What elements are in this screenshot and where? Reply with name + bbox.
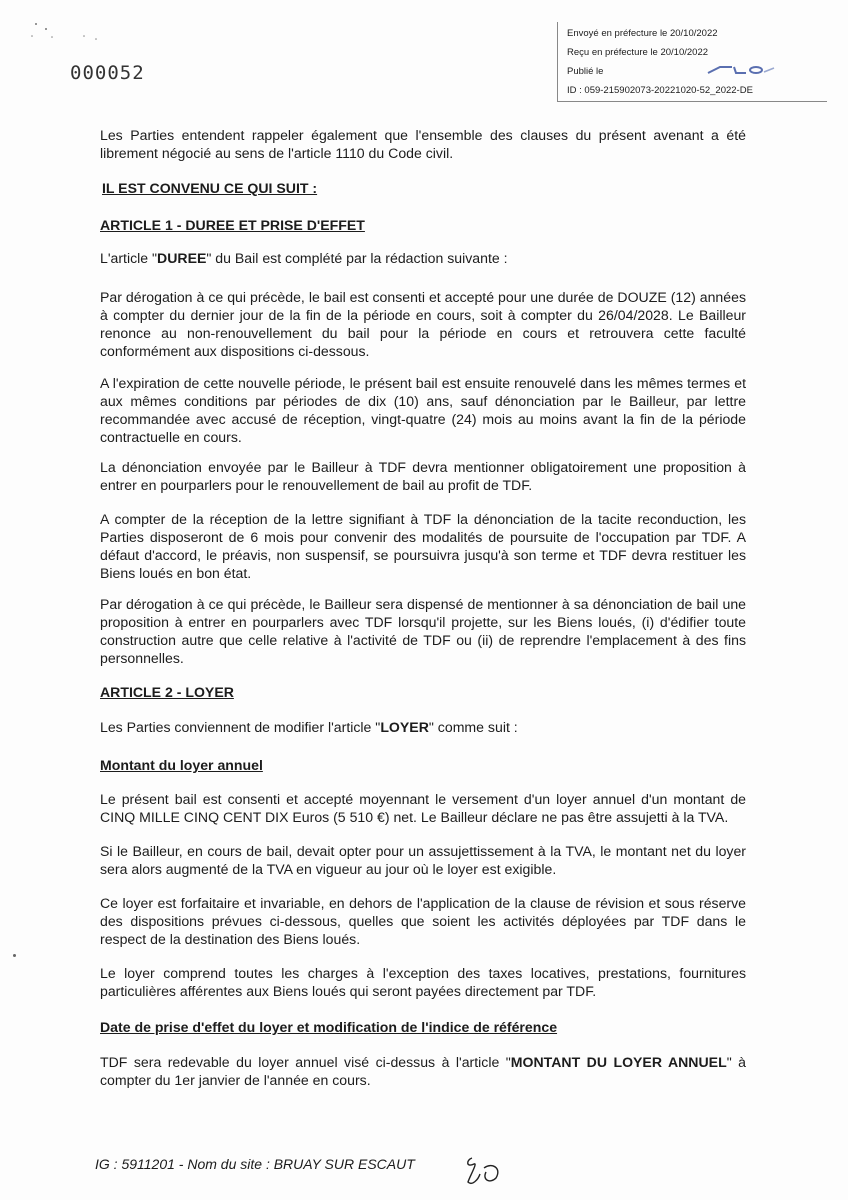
text-segment: Les Parties conviennent de modifier l'article " xyxy=(100,719,381,735)
date-effet-paragraph xyxy=(100,1053,746,1089)
article-1-intro xyxy=(100,249,746,267)
article-1-paragraph-2: Par dérogation à ce qui précède, le bail est consenti et accepté pour une durée de DOUZE (12) années à compter du dernier jour de la fin de la période en cours, soit à compter du 26/04/2028. Le Bailleur renonce au non-renouvellement du bail pour la période en cours et retrouvera cette faculté conformément aux dispositions ci-dessous. xyxy=(100,289,746,359)
text-segment: TDF sera redevable du loyer annuel visé ci-dessus à l'article " xyxy=(100,1054,511,1070)
text-segment: " du Bail est complété par la rédaction suivante : xyxy=(206,250,508,266)
convenu-heading: IL EST CONVENU CE QUI SUIT : xyxy=(102,180,318,196)
article-1-paragraph-6: Par dérogation à ce qui précède, le Bailleur sera dispensé de mentionner à sa dénonciation de bail une proposition à entrer en pourparlers avec TDF lorsqu'il projette, sur les Biens loués, (i) d'édifier toute construction autre que celle relative à l'activité de TDF ou (ii) de reprendre l'emplacement à des fins personnelles. xyxy=(100,596,746,666)
initials-signature-icon xyxy=(462,1150,522,1190)
slo-logo-icon xyxy=(706,64,776,76)
stamp-received: Reçu en préfecture le 20/10/2022 xyxy=(567,47,709,58)
bold-term: MONTANT DU LOYER ANNUEL xyxy=(510,1054,727,1070)
stamp-sent: Envoyé en préfecture le 20/10/2022 xyxy=(567,28,718,39)
montant-heading: Montant du loyer annuel xyxy=(100,757,263,773)
article-1-paragraph-3: A l'expiration de cette nouvelle période, le présent bail est ensuite renouvelé dans les mêmes termes et aux mêmes conditions par périodes de dix (10) ans, sauf dénonciation par le Bailleur, par lettre recommandée avec accusé de réception, vingt-quatre (24) mois au moins avant la fin de la période contractuelle en cours. xyxy=(100,375,746,445)
date-effet-heading: Date de prise d'effet du loyer et modification de l'indice de référence xyxy=(100,1019,558,1035)
stamp-id: ID : 059-215902073-20221020-52_2022-DE xyxy=(567,85,753,96)
margin-mark xyxy=(13,954,16,957)
stamp-published: Publié le xyxy=(567,66,604,77)
text-segment: " à compter du 1er janvier de l'année en cours. xyxy=(100,1054,746,1088)
page-number: 000052 xyxy=(70,62,145,84)
montant-paragraph-3: Ce loyer est forfaitaire et invariable, en dehors de l'application de la clause de révision et sous réserve des dispositions prévues ci-dessous, quelles que soient les activités déployées par TDF dans le respect de la destination des Biens loués. xyxy=(100,895,746,947)
article-2-intro xyxy=(100,718,746,736)
montant-paragraph-4: Le loyer comprend toutes les charges à l'exception des taxes locatives, prestations, fournitures particulières afférentes aux Biens loués qui seront payées directement par TDF. xyxy=(100,965,746,999)
article-1-paragraph-4: La dénonciation envoyée par le Bailleur à TDF devra mentionner obligatoirement une proposition à entrer en pourparlers pour le renouvellement de bail au profit de TDF. xyxy=(100,459,746,493)
scan-specks xyxy=(30,20,110,50)
bold-term: LOYER xyxy=(380,719,429,735)
prefecture-stamp xyxy=(557,22,827,102)
article-1-heading: ARTICLE 1 - DUREE ET PRISE D'EFFET xyxy=(100,217,365,233)
footer-site-info: IG : 5911201 - Nom du site : BRUAY SUR ESCAUT xyxy=(95,1156,415,1172)
article-2-heading: ARTICLE 2 - LOYER xyxy=(100,684,234,700)
article-1-paragraph-5: A compter de la réception de la lettre signifiant à TDF la dénonciation de la tacite reconduction, les Parties disposeront de 6 mois pour convenir des modalités de poursuite de l'occupation par TDF. A défaut d'accord, le préavis, non suspensif, se poursuivra jusqu'à son terme et TDF devra restituer les Biens loués en bon état. xyxy=(100,511,746,581)
text-segment: " comme suit : xyxy=(428,719,518,735)
montant-paragraph-2: Si le Bailleur, en cours de bail, devait opter pour un assujettissement à la TVA, le montant net du loyer sera alors augmenté de la TVA en vigueur au jour où le loyer est exigible. xyxy=(100,843,746,877)
bold-term: DUREE xyxy=(157,250,207,266)
intro-paragraph: Les Parties entendent rappeler également que l'ensemble des clauses du présent avenant a été librement négocié au sens de l'article 1110 du Code civil. xyxy=(100,127,746,161)
text-segment: L'article " xyxy=(100,250,158,266)
montant-paragraph-1: Le présent bail est consenti et accepté moyennant le versement d'un loyer annuel d'un montant de CINQ MILLE CINQ CENT DIX Euros (5 510 €) net. Le Bailleur déclare ne pas être assujetti à la TVA. xyxy=(100,791,746,825)
